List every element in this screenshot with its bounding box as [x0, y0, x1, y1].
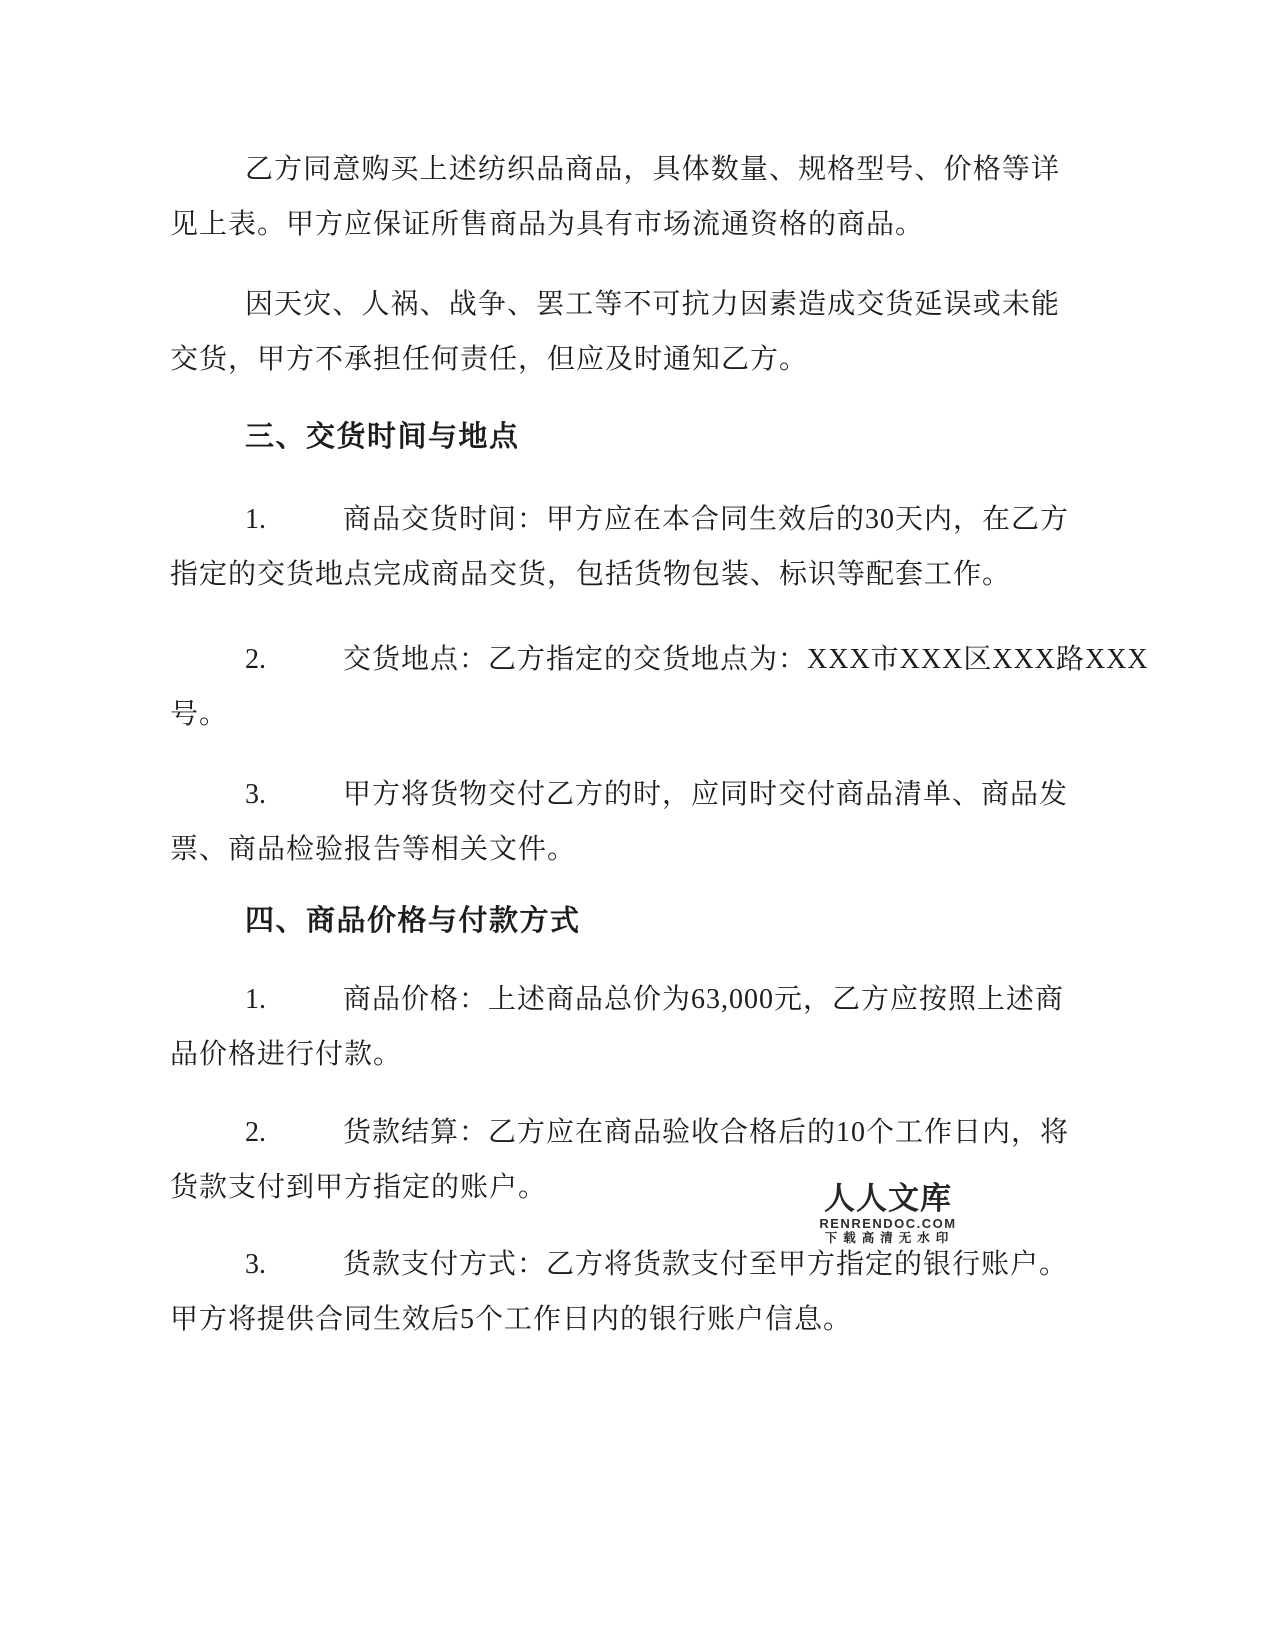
contract-body: [170, 0, 1149, 1650]
clause-goods-price: [170, 972, 1065, 1082]
clause-payment-method: [170, 1237, 1069, 1347]
clause-text: 交货地点：乙方指定的交货地点为：XXX市XXX区XXX路XXX: [343, 644, 1149, 675]
watermark-domain: RENRENDOC.COM: [819, 1216, 957, 1231]
text-line: 因天灾、人祸、战争、罢工等不可抗力因素造成交货延误或未能: [245, 289, 1060, 320]
clause-number: 1.: [245, 984, 266, 1015]
text-line: 交货，甲方不承担任何责任，但应及时通知乙方。: [170, 344, 809, 375]
text-line: 货款支付到甲方指定的账户。: [170, 1172, 548, 1203]
clause-delivery-documents: [170, 767, 1069, 877]
clause-text: 商品交货时间：甲方应在本合同生效后的30天内，在乙方: [343, 504, 1070, 535]
paragraph-goods-agreement: [170, 142, 1060, 252]
clause-number: 1.: [245, 504, 266, 535]
clause-text: 货款支付方式：乙方将货款支付至甲方指定的银行账户。: [343, 1249, 1069, 1280]
text-line: [170, 767, 1069, 822]
heading-text: 四、商品价格与付款方式: [245, 905, 581, 937]
text-line: 甲方将提供合同生效后5个工作日内的银行账户信息。: [170, 1304, 853, 1335]
text-line: [170, 1237, 1069, 1292]
text-line: 品价格进行付款。: [170, 1039, 403, 1070]
text-line: 见上表。甲方应保证所售商品为具有市场流通资格的商品。: [170, 209, 925, 240]
text-line: [170, 1105, 1070, 1160]
clause-text: 商品价格：上述商品总价为63,000元，乙方应按照上述商: [343, 984, 1065, 1015]
heading-text: 三、交货时间与地点: [245, 421, 520, 453]
clause-delivery-place: [170, 632, 1149, 742]
text-line: [170, 632, 1149, 687]
text-line: 乙方同意购买上述纺织品商品，具体数量、规格型号、价格等详: [245, 154, 1060, 185]
clause-number: 3.: [245, 1249, 266, 1280]
section-heading-price-payment: [170, 894, 1060, 949]
clause-delivery-time: [170, 492, 1070, 602]
text-line: [170, 972, 1065, 1027]
watermark-title: 人人文库: [824, 1181, 952, 1216]
section-heading-delivery: [170, 410, 1060, 465]
clause-number: 2.: [245, 644, 266, 675]
watermark-tagline: 下载高清无水印: [824, 1231, 955, 1245]
clause-text: 甲方将货物交付乙方的时，应同时交付商品清单、商品发: [343, 779, 1069, 810]
text-line: 票、商品检验报告等相关文件。: [170, 834, 577, 865]
paragraph-force-majeure: [170, 277, 1060, 387]
text-line: 号。: [170, 699, 229, 730]
text-line: [170, 492, 1070, 547]
clause-number: 2.: [245, 1117, 266, 1148]
clause-text: 货款结算：乙方应在商品验收合格后的10个工作日内，将: [343, 1117, 1070, 1148]
clause-number: 3.: [245, 779, 266, 810]
watermark: [818, 1182, 958, 1245]
text-line: 指定的交货地点完成商品交货，包括货物包装、标识等配套工作。: [170, 559, 1012, 590]
